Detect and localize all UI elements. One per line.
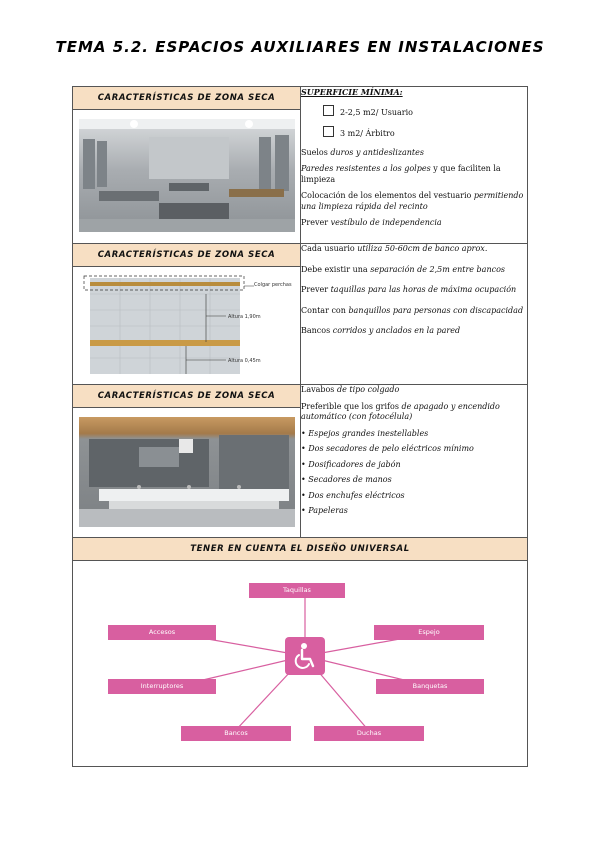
surface-subtitle: SUPERFICIE MÍNIMA: xyxy=(301,87,403,97)
content-table xyxy=(72,86,528,767)
node-accesos: Accesos xyxy=(108,625,216,640)
list-item: Prever vestíbulo de independencia xyxy=(301,218,442,227)
list-item: Colocación de los elementos del vestuario permitiendo una limpieza rápida del recinto xyxy=(301,191,524,211)
section-2-text xyxy=(301,244,528,385)
section-3-text xyxy=(301,385,528,538)
checkbox-usuario[interactable] xyxy=(323,105,334,116)
node-duchas: Duchas xyxy=(314,726,424,741)
section-3-header: CARACTERÍSTICAS DE ZONA SECA xyxy=(73,385,300,408)
section-2-header: CARACTERÍSTICAS DE ZONA SECA xyxy=(73,244,300,267)
section-1-text xyxy=(301,87,528,244)
locker-room-photo xyxy=(79,119,295,232)
checkbox-arbitro[interactable] xyxy=(323,126,334,137)
list-item: Suelos duros y antideslizantes xyxy=(301,147,424,157)
list-item: Prever taquillas para las horas de máxima ocupación xyxy=(301,285,517,294)
bullet-item: • Espejos grandes inestellables xyxy=(301,428,429,438)
bench-diagram xyxy=(76,272,298,382)
node-bancos: Bancos xyxy=(181,726,291,741)
accessibility-badge xyxy=(285,637,325,675)
universal-header: TENER EN CUENTA EL DISEÑO UNIVERSAL xyxy=(73,538,527,561)
universal-diagram xyxy=(73,561,527,766)
list-item: Lavabos de tipo colgado xyxy=(301,385,400,394)
section-1-header: CARACTERÍSTICAS DE ZONA SECA xyxy=(73,87,300,110)
node-interruptores: Interruptores xyxy=(108,679,216,694)
list-item: Bancos corridos y anclados en la pared xyxy=(301,326,461,335)
callout-altura-045: Altura 0,45m xyxy=(228,358,261,364)
bullet-item: • Secadores de manos xyxy=(301,475,392,484)
section-2-image-cell xyxy=(73,244,301,385)
node-banquetas: Banquetas xyxy=(376,679,484,694)
callout-perchas: Colgar perchas xyxy=(254,282,292,288)
wheelchair-icon xyxy=(285,637,325,675)
list-item: Contar con banquillos para personas con discapacidad xyxy=(301,305,524,315)
washbasin-photo xyxy=(79,417,295,527)
bullet-item: • Dosificadores de jabón xyxy=(301,459,401,469)
option-arbitro: 3 m2/ Árbitro xyxy=(340,129,395,138)
section-1-image-cell xyxy=(73,87,301,244)
callout-altura-190: Altura 1,90m xyxy=(228,314,261,320)
bullet-item: • Dos secadores de pelo eléctricos mínimo xyxy=(301,444,474,453)
section-3-image-cell xyxy=(73,385,301,538)
list-item: Paredes resistentes a los golpes y que faciliten la limpieza xyxy=(301,164,501,184)
list-item: Cada usuario utiliza 50-60cm de banco aprox. xyxy=(301,244,488,253)
list-item: Preferible que los grifos de apagado y encendido automático (con fotocélula) xyxy=(301,401,500,421)
universal-design-cell xyxy=(73,538,528,767)
bullet-item: • Dos enchufes eléctricos xyxy=(301,490,405,500)
page-title: TEMA 5.2. ESPACIOS AUXILIARES EN INSTALACIONES xyxy=(55,38,545,56)
node-espejo: Espejo xyxy=(374,625,484,640)
list-item: Debe existir una separación de 2,5m entre bancos xyxy=(301,264,505,274)
option-usuario: 2-2,5 m2/ Usuario xyxy=(340,107,413,117)
node-taquillas: Taquillas xyxy=(249,583,345,598)
bullet-item: • Papeleras xyxy=(301,506,348,515)
